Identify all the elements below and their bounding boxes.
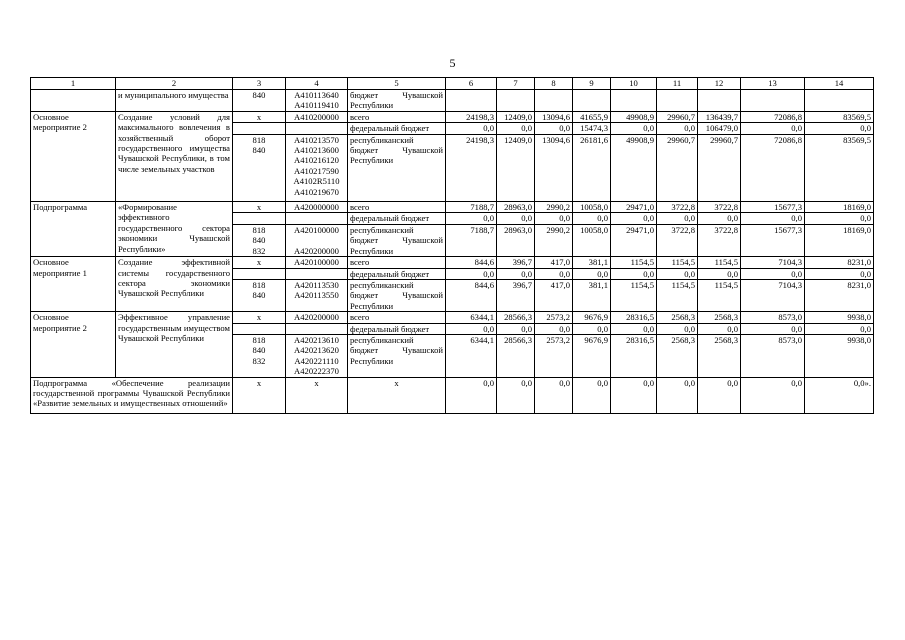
grbs-cell: 818 840 (233, 134, 286, 201)
value-cell: 29471,0 (611, 224, 657, 256)
value-cell: 1154,5 (698, 257, 741, 268)
value-cell: 28963,0 (497, 202, 535, 213)
value-cell: 72086,8 (741, 111, 805, 122)
value-cell: 844,6 (446, 257, 497, 268)
funding-source-cell: республиканский бюджет Чувашской Республики (348, 334, 446, 377)
value-cell: 15677,3 (741, 224, 805, 256)
value-cell: 0,0 (497, 213, 535, 224)
value-cell: 0,0 (741, 213, 805, 224)
value-cell (611, 90, 657, 112)
col-header: 6 (446, 78, 497, 90)
value-cell: 0,0 (698, 268, 741, 279)
value-cell: 0,0 (535, 123, 573, 134)
funding-source-cell: всего (348, 202, 446, 213)
grbs-cell (233, 213, 286, 224)
value-cell: 13094,6 (535, 134, 573, 201)
value-cell: 9676,9 (573, 312, 611, 323)
item-type-cell: Основное мероприятие 2 (31, 312, 116, 377)
value-cell: 29960,7 (698, 134, 741, 201)
value-cell: 3722,8 (698, 224, 741, 256)
value-cell: 0,0 (657, 323, 698, 334)
value-cell: 1154,5 (611, 257, 657, 268)
value-cell: 0,0 (611, 268, 657, 279)
item-type-cell (31, 90, 116, 112)
value-cell: 49908,9 (611, 134, 657, 201)
value-cell: 2990,2 (535, 224, 573, 256)
value-cell: 0,0 (573, 268, 611, 279)
value-cell: 0,0 (497, 323, 535, 334)
value-cell: 41655,9 (573, 111, 611, 122)
value-cell: 28566,3 (497, 334, 535, 377)
value-cell: 15474,3 (573, 123, 611, 134)
budget-table (30, 77, 874, 414)
funding-source-cell: республиканский бюджет Чувашской Республики (348, 224, 446, 256)
value-cell: 381,1 (573, 257, 611, 268)
col-header: 4 (286, 78, 348, 90)
value-cell: 8573,0 (741, 334, 805, 377)
item-name-cell: Подпрограмма «Обеспечение реализации государственной программы Чувашской Республики «Развитие земельных и имущественных отношений» (31, 377, 233, 413)
code-cell (286, 123, 348, 134)
item-type-cell: Основное мероприятие 2 (31, 111, 116, 201)
col-header: 10 (611, 78, 657, 90)
grbs-cell: х (233, 257, 286, 268)
value-cell: 83569,5 (805, 134, 874, 201)
value-cell: 3722,8 (657, 224, 698, 256)
value-cell: 28316,5 (611, 312, 657, 323)
value-cell: 136439,7 (698, 111, 741, 122)
table-row (31, 202, 874, 213)
funding-source-cell: бюджет Чувашской Республики (348, 90, 446, 112)
col-header: 11 (657, 78, 698, 90)
code-cell: A420100000 (286, 257, 348, 268)
value-cell: 2568,3 (698, 312, 741, 323)
value-cell: 1154,5 (657, 257, 698, 268)
value-cell: 2990,2 (535, 202, 573, 213)
value-cell: 72086,8 (741, 134, 805, 201)
value-cell: 28566,3 (497, 312, 535, 323)
value-cell: 0,0 (497, 268, 535, 279)
item-name-cell: Создание условий для максимального вовлечения в хозяйственный оборот государственного имущества Чувашской Республики, в том числе земельных участков (116, 111, 233, 201)
value-cell: 0,0 (573, 213, 611, 224)
col-header: 2 (116, 78, 233, 90)
grbs-cell: х (233, 377, 286, 413)
code-cell: A420200000 (286, 312, 348, 323)
value-cell: 2568,3 (698, 334, 741, 377)
value-cell: 9938,0 (805, 312, 874, 323)
funding-source-cell: федеральный бюджет (348, 268, 446, 279)
value-cell (497, 90, 535, 112)
grbs-cell: 818 840 832 (233, 224, 286, 256)
code-cell (286, 323, 348, 334)
value-cell: 0,0 (698, 213, 741, 224)
funding-source-cell: х (348, 377, 446, 413)
code-cell: A420213610 A420213620 A420221110 A420222370 (286, 334, 348, 377)
value-cell: 106479,0 (698, 123, 741, 134)
value-cell: 8231,0 (805, 257, 874, 268)
value-cell: 0,0 (657, 377, 698, 413)
col-header: 1 (31, 78, 116, 90)
grbs-cell (233, 268, 286, 279)
col-header: 3 (233, 78, 286, 90)
value-cell: 12409,0 (497, 111, 535, 122)
code-cell (286, 268, 348, 279)
value-cell: 396,7 (497, 257, 535, 268)
value-cell: 0,0 (573, 377, 611, 413)
code-cell: A420113530 A420113550 (286, 279, 348, 311)
value-cell: 0,0 (741, 377, 805, 413)
item-name-cell: и муниципального имущества (116, 90, 233, 112)
value-cell: 0,0 (497, 377, 535, 413)
value-cell: 28316,5 (611, 334, 657, 377)
code-cell: х (286, 377, 348, 413)
value-cell: 7188,7 (446, 224, 497, 256)
col-header: 9 (573, 78, 611, 90)
value-cell: 29960,7 (657, 134, 698, 201)
value-cell: 18169,0 (805, 224, 874, 256)
header-row (31, 78, 874, 90)
value-cell: 2568,3 (657, 312, 698, 323)
page-number: 5 (449, 56, 456, 70)
grbs-cell: 818 840 (233, 279, 286, 311)
value-cell: 18169,0 (805, 202, 874, 213)
code-cell: A420100000 A420200000 (286, 224, 348, 256)
value-cell: 9938,0 (805, 334, 874, 377)
value-cell: 10058,0 (573, 224, 611, 256)
value-cell: 3722,8 (657, 202, 698, 213)
value-cell: 0,0 (611, 213, 657, 224)
funding-source-cell: федеральный бюджет (348, 213, 446, 224)
value-cell: 13094,6 (535, 111, 573, 122)
value-cell: 0,0 (535, 268, 573, 279)
value-cell: 0,0 (573, 323, 611, 334)
value-cell: 0,0 (698, 377, 741, 413)
table-row (31, 312, 874, 323)
col-header: 8 (535, 78, 573, 90)
item-name-cell: Создание эффективной системы государственного сектора экономики Чувашской Республики (116, 257, 233, 312)
value-cell: 2568,3 (657, 334, 698, 377)
value-cell: 0,0 (446, 323, 497, 334)
col-header: 12 (698, 78, 741, 90)
value-cell: 1154,5 (657, 279, 698, 311)
value-cell: 0,0 (535, 213, 573, 224)
value-cell: 0,0 (446, 123, 497, 134)
value-cell: 29960,7 (657, 111, 698, 122)
value-cell: 396,7 (497, 279, 535, 311)
value-cell: 6344,1 (446, 334, 497, 377)
value-cell: 0,0 (535, 377, 573, 413)
value-cell: 844,6 (446, 279, 497, 311)
grbs-cell: х (233, 202, 286, 213)
value-cell: 0,0 (805, 323, 874, 334)
value-cell: 1154,5 (611, 279, 657, 311)
value-cell: 28963,0 (497, 224, 535, 256)
item-type-cell: Основное мероприятие 1 (31, 257, 116, 312)
value-cell: 0,0 (657, 213, 698, 224)
value-cell: 381,1 (573, 279, 611, 311)
value-cell: 26181,6 (573, 134, 611, 201)
value-cell: 417,0 (535, 257, 573, 268)
value-cell: 0,0 (741, 323, 805, 334)
value-cell: 9676,9 (573, 334, 611, 377)
value-cell: 6344,1 (446, 312, 497, 323)
value-cell: 8231,0 (805, 279, 874, 311)
value-cell: 8573,0 (741, 312, 805, 323)
value-cell (573, 90, 611, 112)
value-cell: 15677,3 (741, 202, 805, 213)
value-cell: 7104,3 (741, 279, 805, 311)
funding-source-cell: федеральный бюджет (348, 123, 446, 134)
value-cell: 49908,9 (611, 111, 657, 122)
value-cell (698, 90, 741, 112)
value-cell: 0,0 (611, 123, 657, 134)
funding-source-cell: всего (348, 257, 446, 268)
value-cell: 0,0 (446, 268, 497, 279)
value-cell (446, 90, 497, 112)
col-header: 5 (348, 78, 446, 90)
value-cell: 0,0 (805, 213, 874, 224)
value-cell: 0,0 (805, 123, 874, 134)
funding-source-cell: республиканский бюджет Чувашской Республики (348, 279, 446, 311)
table-row (31, 257, 874, 268)
value-cell: 0,0 (805, 268, 874, 279)
value-cell: 0,0». (805, 377, 874, 413)
value-cell: 0,0 (657, 123, 698, 134)
value-cell: 0,0 (446, 213, 497, 224)
grbs-cell (233, 323, 286, 334)
value-cell: 7188,7 (446, 202, 497, 213)
code-cell: A410113640 A410119410 (286, 90, 348, 112)
value-cell: 2573,2 (535, 334, 573, 377)
value-cell (657, 90, 698, 112)
value-cell (741, 90, 805, 112)
item-type-cell: Подпрограмма (31, 202, 116, 257)
item-name-cell: Эффективное управление государственным имуществом Чувашской Республики (116, 312, 233, 377)
value-cell: 1154,5 (698, 279, 741, 311)
value-cell: 0,0 (497, 123, 535, 134)
grbs-cell (233, 123, 286, 134)
grbs-cell: х (233, 111, 286, 122)
funding-source-cell: федеральный бюджет (348, 323, 446, 334)
grbs-cell: х (233, 312, 286, 323)
item-name-cell: «Формирование эффективного государственного сектора экономики Чувашской Республики» (116, 202, 233, 257)
code-cell: A410200000 (286, 111, 348, 122)
value-cell: 0,0 (611, 377, 657, 413)
grbs-cell: 818 840 832 (233, 334, 286, 377)
value-cell: 24198,3 (446, 111, 497, 122)
table-row (31, 111, 874, 122)
funding-source-cell: всего (348, 111, 446, 122)
value-cell: 0,0 (535, 323, 573, 334)
value-cell: 29471,0 (611, 202, 657, 213)
value-cell: 0,0 (741, 123, 805, 134)
value-cell: 0,0 (657, 268, 698, 279)
grbs-cell: 840 (233, 90, 286, 112)
table-row (31, 377, 874, 413)
value-cell: 83569,5 (805, 111, 874, 122)
value-cell: 0,0 (741, 268, 805, 279)
value-cell: 12409,0 (497, 134, 535, 201)
funding-source-cell: республиканский бюджет Чувашской Республики (348, 134, 446, 201)
value-cell: 7104,3 (741, 257, 805, 268)
col-header: 14 (805, 78, 874, 90)
value-cell: 24198,3 (446, 134, 497, 201)
value-cell: 0,0 (698, 323, 741, 334)
code-cell: A420000000 (286, 202, 348, 213)
col-header: 13 (741, 78, 805, 90)
value-cell: 10058,0 (573, 202, 611, 213)
funding-source-cell: всего (348, 312, 446, 323)
value-cell: 0,0 (611, 323, 657, 334)
value-cell: 2573,2 (535, 312, 573, 323)
value-cell (535, 90, 573, 112)
code-cell: A410213570 A410213600 A410216120 A410217590 A4102R5110 A410219670 (286, 134, 348, 201)
value-cell: 417,0 (535, 279, 573, 311)
value-cell: 0,0 (446, 377, 497, 413)
code-cell (286, 213, 348, 224)
table-row (31, 90, 874, 112)
value-cell: 3722,8 (698, 202, 741, 213)
col-header: 7 (497, 78, 535, 90)
value-cell (805, 90, 874, 112)
